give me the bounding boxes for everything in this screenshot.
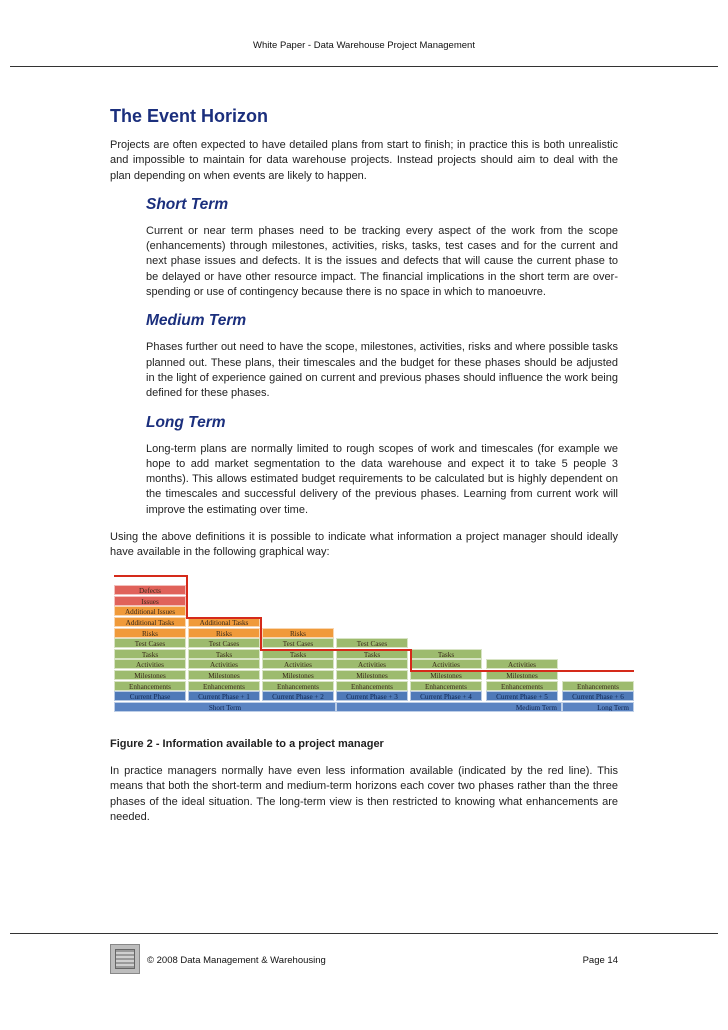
section-body-short-term: Current or near term phases need to be tracking every aspect of the work from the scope (enhancements) through milestones, activities, risks, tasks, test cases and for the current and next phase issues and defects. It is the issues and defects that will cause the current phase to be delayed or have other resource impact. The financial implications in the short term are over-spending or use of contingency because there is no space in which to manoeuvre.	[146, 224, 618, 299]
red-limit-line-segment	[410, 649, 412, 670]
header-rule	[10, 66, 718, 67]
figure-cell-enhancements: Enhancements	[114, 681, 186, 691]
figure-cell-tasks: Tasks	[410, 649, 482, 659]
figure-caption: Figure 2 - Information available to a project manager	[110, 737, 384, 750]
figure-cell-test-cases: Test Cases	[188, 638, 260, 648]
closing-paragraph: In practice managers normally have even less information available (indicated by the red line). This means that both the short-term and medium-term horizons each cover two phases rather than the three phases of the ideal situation. The long-term view is then restricted to knowing what enhancements are needed.	[110, 764, 618, 823]
figure-cell-activities: Activities	[410, 659, 482, 669]
information-horizon-figure	[110, 575, 638, 733]
red-limit-line-segment	[260, 649, 412, 651]
page-title: The Event Horizon	[110, 106, 269, 126]
figure-cell-risks: Risks	[114, 628, 186, 638]
figure-cell-enhancements: Enhancements	[336, 681, 408, 691]
figure-cell-enhancements: Enhancements	[562, 681, 634, 691]
figure-cell-test-cases: Test Cases	[262, 638, 334, 648]
figure-cell-activities: Activities	[486, 659, 558, 669]
figure-cell-activities: Activities	[336, 659, 408, 669]
red-limit-line-segment	[186, 575, 188, 617]
running-header: White Paper - Data Warehouse Project Management	[253, 40, 475, 51]
figure-cell-enhancements: Enhancements	[188, 681, 260, 691]
company-logo	[110, 944, 140, 974]
figure-cell-milestones: Milestones	[336, 670, 408, 680]
figure-cell-current-phase-3: Current Phase + 3	[336, 691, 408, 701]
section-body-medium-term: Phases further out need to have the scope, milestones, activities, risks and where possible tasks planned out. These plans, their timescales and the budget for these phases should be adjusted in the light of experience gained on current and previous phases should influence the work being defined for these phases.	[146, 341, 618, 400]
figure-cell-enhancements: Enhancements	[486, 681, 558, 691]
horizon-label-short-term: Short Term	[114, 702, 336, 712]
figure-cell-milestones: Milestones	[262, 670, 334, 680]
figure-cell-issues: Issues	[114, 596, 186, 606]
footer-copyright: © 2008 Data Management & Warehousing	[147, 955, 326, 966]
section-heading-medium-term: Medium Term	[146, 312, 247, 330]
horizon-label-medium-term: Medium Term	[336, 702, 562, 712]
section-body-long-term: Long-term plans are normally limited to rough scopes of work and timescales (for example we hope to add market segmentation to the data warehouse and expect it to take 5 people 3 months). This allows estimated budget requirements to be calculated but is highly dependent on the timescales and successful delivery of the previous phases. Learning from current work will improve the estimating over time.	[146, 442, 618, 516]
figure-cell-current-phase-5: Current Phase + 5	[486, 691, 558, 701]
page-body	[110, 106, 629, 825]
figure-cell-additional-tasks: Additional Tasks	[188, 617, 260, 627]
figure-cell-enhancements: Enhancements	[410, 681, 482, 691]
footer-rule	[10, 933, 718, 934]
figure-cell-current-phase-1: Current Phase + 1	[188, 691, 260, 701]
section-heading-short-term: Short Term	[146, 195, 229, 213]
figure-cell-tasks: Tasks	[114, 649, 186, 659]
figure-cell-enhancements: Enhancements	[262, 681, 334, 691]
figure-cell-milestones: Milestones	[410, 670, 482, 680]
figure-cell-additional-issues: Additional Issues	[114, 606, 186, 616]
red-limit-line-segment	[186, 617, 262, 619]
red-limit-line-segment	[410, 670, 634, 672]
figure-cell-test-cases: Test Cases	[114, 638, 186, 648]
figure-cell-tasks: Tasks	[336, 649, 408, 659]
figure-cell-milestones: Milestones	[114, 670, 186, 680]
section-heading-long-term: Long Term	[146, 413, 226, 431]
figure-cell-tasks: Tasks	[262, 649, 334, 659]
page-number: Page 14	[582, 955, 618, 966]
figure-cell-activities: Activities	[262, 659, 334, 669]
figure-cell-current-phase-6: Current Phase + 6	[562, 691, 634, 701]
figure-cell-activities: Activities	[114, 659, 186, 669]
figure-cell-current-phase-4: Current Phase + 4	[410, 691, 482, 701]
figure-cell-milestones: Milestones	[188, 670, 260, 680]
figure-cell-test-cases: Test Cases	[336, 638, 408, 648]
figure-cell-risks: Risks	[262, 628, 334, 638]
figure-cell-activities: Activities	[188, 659, 260, 669]
red-limit-line-segment	[260, 617, 262, 649]
figure-lead-in: Using the above definitions it is possible to indicate what information a project manager should ideally have available in the following graphical way:	[110, 531, 618, 559]
horizon-label-long-term: Long Term	[562, 702, 634, 712]
figure-cell-additional-tasks: Additional Tasks	[114, 617, 186, 627]
figure-cell-milestones: Milestones	[486, 670, 558, 680]
figure-cell-current-phase-2: Current Phase + 2	[262, 691, 334, 701]
figure-cell-tasks: Tasks	[188, 649, 260, 659]
red-limit-line-segment	[114, 575, 188, 577]
figure-cell-current-phase: Current Phase	[114, 691, 186, 701]
figure-cell-risks: Risks	[188, 628, 260, 638]
figure-cell-defects: Defects	[114, 585, 186, 595]
intro-paragraph: Projects are often expected to have detailed plans from start to finish; in practice this is both unrealistic and impossible to maintain for data warehouse projects. Instead projects should aim to deal with the plan depending on when events are likely to happen.	[110, 139, 618, 182]
